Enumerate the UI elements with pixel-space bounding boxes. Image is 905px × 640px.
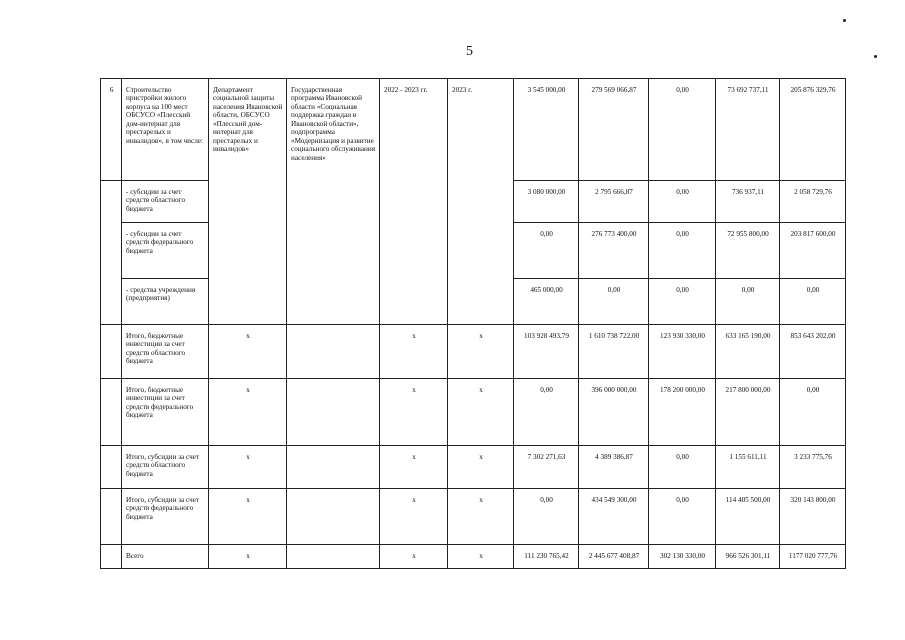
row-label: Итого, субсидии за счет средств федерального бюджета <box>122 489 209 545</box>
value-cell: 217 800 000,00 <box>716 379 780 446</box>
responsible-department: Департамент социальной защиты населения Ивановской области, ОБСУСО «Плесский дом-интернат для престарелых и инвалидов» <box>209 79 287 325</box>
value-cell: 0,00 <box>649 446 716 489</box>
value-cell: 396 000 000,00 <box>579 379 649 446</box>
row-label: - субсидии за счет средств областного бюджета <box>122 181 209 223</box>
scan-speck <box>874 55 877 58</box>
value-cell: 0,00 <box>780 379 846 446</box>
x-mark: x <box>209 379 287 446</box>
value-cell: 966 526 301,11 <box>716 545 780 569</box>
table-row <box>101 325 846 379</box>
x-mark: x <box>380 379 448 446</box>
value-cell: 123 930 330,00 <box>649 325 716 379</box>
x-mark: x <box>209 325 287 379</box>
value-cell: 0,00 <box>649 279 716 325</box>
value-cell: 279 569 066,87 <box>579 79 649 181</box>
value-cell: 72 955 800,00 <box>716 223 780 279</box>
value-cell: 4 389 386,87 <box>579 446 649 489</box>
value-cell: 2 795 666,87 <box>579 181 649 223</box>
row-index: 6 <box>101 79 122 181</box>
value-cell: 633 165 190,00 <box>716 325 780 379</box>
x-mark: x <box>380 545 448 569</box>
x-mark: x <box>448 545 514 569</box>
value-cell: 302 130 330,00 <box>649 545 716 569</box>
value-cell: 1 610 738 722,00 <box>579 325 649 379</box>
value-cell: 276 773 400,00 <box>579 223 649 279</box>
value-cell: 0,00 <box>780 279 846 325</box>
table-row <box>101 489 846 545</box>
state-program: Государственная программа Ивановской области «Социальная поддержка граждан в Ивановской области», подпрограмма «Модернизация и развитие социального обслуживания населения» <box>287 79 380 325</box>
value-cell: 0,00 <box>716 279 780 325</box>
x-mark: x <box>209 489 287 545</box>
object-name: Строительство пристройки жилого корпуса на 100 мест ОБСУСО «Плесский дом-интернат для престарелых и инвалидов», в том числе: <box>122 79 209 181</box>
value-cell: 0,00 <box>579 279 649 325</box>
row-label: - субсидии за счет средств федерального бюджета <box>122 223 209 279</box>
value-cell: 73 692 737,11 <box>716 79 780 181</box>
page-number: 5 <box>466 44 473 59</box>
value-cell: 103 928 493,79 <box>514 325 579 379</box>
value-cell: 0,00 <box>649 223 716 279</box>
x-mark: x <box>448 489 514 545</box>
row-label: Итого, бюджетные инвестиции за счет средств областного бюджета <box>122 325 209 379</box>
x-mark: x <box>380 325 448 379</box>
value-cell: 0,00 <box>649 181 716 223</box>
value-cell: 0,00 <box>514 223 579 279</box>
value-cell: 7 302 271,63 <box>514 446 579 489</box>
value-cell: 1 155 611,11 <box>716 446 780 489</box>
value-cell: 1177 020 777,76 <box>780 545 846 569</box>
budget-investment-table <box>100 78 846 569</box>
value-cell: 203 817 600,00 <box>780 223 846 279</box>
value-cell: 2 445 677 408,87 <box>579 545 649 569</box>
table-row <box>101 79 846 181</box>
value-cell: 736 937,11 <box>716 181 780 223</box>
table-row <box>101 379 846 446</box>
value-cell: 2 058 729,76 <box>780 181 846 223</box>
value-cell: 853 643 202,00 <box>780 325 846 379</box>
x-mark: x <box>380 489 448 545</box>
value-cell: 114 405 500,00 <box>716 489 780 545</box>
row-label: - средства учреждения (предприятия) <box>122 279 209 325</box>
value-cell: 434 549 300,00 <box>579 489 649 545</box>
row-label: Итого, бюджетные инвестиции за счет средств федерального бюджета <box>122 379 209 446</box>
table-row <box>101 545 846 569</box>
x-mark: x <box>209 545 287 569</box>
value-cell: 0,00 <box>514 489 579 545</box>
value-cell: 0,00 <box>514 379 579 446</box>
value-cell: 178 200 000,00 <box>649 379 716 446</box>
value-cell: 320 143 800,00 <box>780 489 846 545</box>
value-cell: 111 230 765,42 <box>514 545 579 569</box>
row-label: Итого, субсидии за счет средств областного бюджета <box>122 446 209 489</box>
value-cell: 0,00 <box>649 489 716 545</box>
value-cell: 0,00 <box>649 79 716 181</box>
value-cell: 3 545 000,00 <box>514 79 579 181</box>
x-mark: x <box>448 325 514 379</box>
table-row <box>101 446 846 489</box>
value-cell: 465 000,00 <box>514 279 579 325</box>
commissioning-year: 2023 г. <box>448 79 514 325</box>
x-mark: x <box>448 446 514 489</box>
construction-period: 2022 - 2023 гг. <box>380 79 448 325</box>
value-cell: 3 233 775,76 <box>780 446 846 489</box>
x-mark: x <box>380 446 448 489</box>
row-label: Всего <box>122 545 209 569</box>
scan-speck <box>843 19 846 22</box>
value-cell: 205 876 329,76 <box>780 79 846 181</box>
x-mark: x <box>448 379 514 446</box>
value-cell: 3 080 000,00 <box>514 181 579 223</box>
x-mark: x <box>209 446 287 489</box>
